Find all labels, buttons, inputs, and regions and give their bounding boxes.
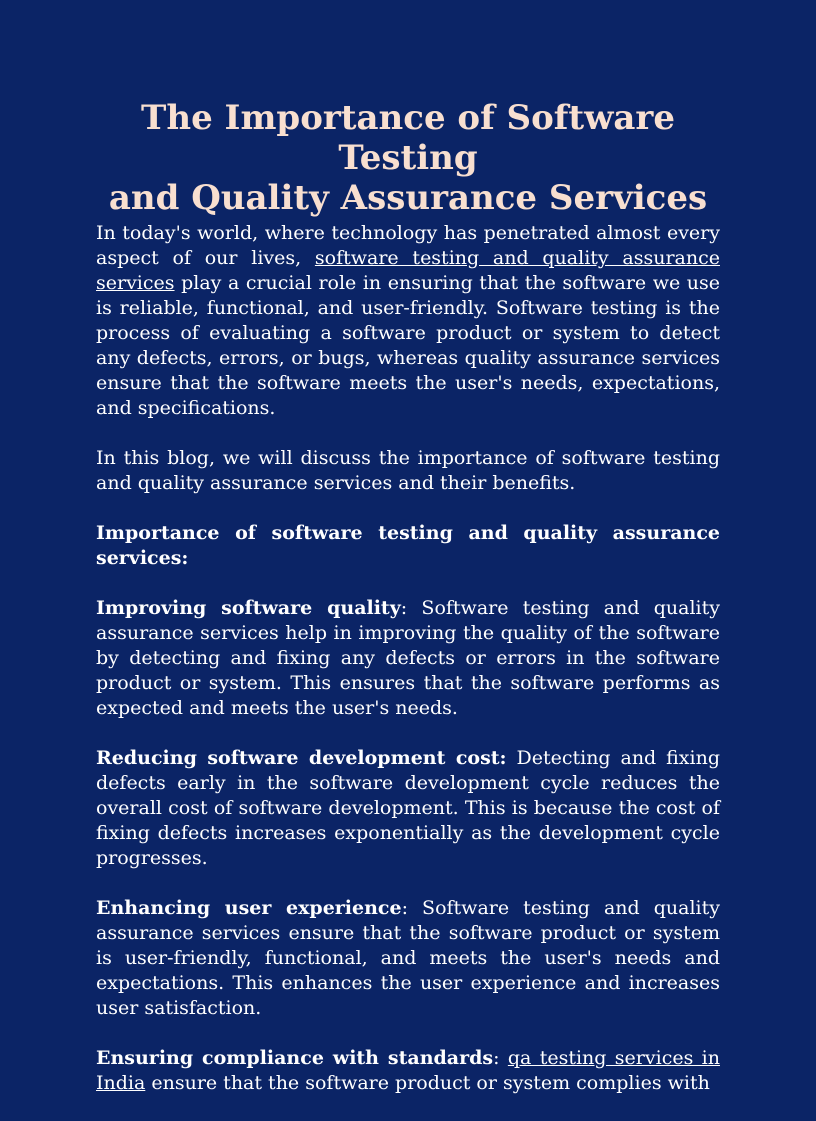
reducing-cost-label: Reducing software development cost:	[96, 747, 507, 769]
compliance-label: Ensuring compliance with standards	[96, 1047, 494, 1069]
reducing-cost-paragraph	[96, 746, 720, 871]
reducing-cost-text: Detecting and fixing defects early in the software development cycle reduces the overall cost of software development. This is because the cost of fixing defects increases exponentially as the development cycle progresses.	[96, 747, 720, 869]
software-testing-link[interactable]: software testing and quality assurance services	[96, 247, 720, 294]
page-title	[96, 98, 720, 218]
compliance-paragraph	[96, 1046, 720, 1096]
enhancing-experience-text: : Software testing and quality assurance services ensure that the software product or system is user-friendly, functional, and meets the user's needs and expectations. This enhances the user experience and increases user satisfaction.	[96, 897, 720, 1019]
improving-quality-paragraph	[96, 596, 720, 721]
compliance-separator: :	[493, 1047, 508, 1069]
intro-text-after-link: play a crucial role in ensuring that the software we use is reliable, functional, and user-friendly. Software testing is the process of evaluating a software product or system to detect any defects, errors, or bugs, whereas quality assurance services ensure that the software meets the user's needs, expectations, and specifications.	[96, 272, 720, 419]
improving-quality-text: : Software testing and quality assurance services help in improving the quality of the software by detecting and fixing any defects or errors in the software product or system. This ensures that the software performs as expected and meets the user's needs.	[96, 597, 720, 719]
qa-testing-india-link[interactable]: qa testing services in India	[96, 1047, 720, 1094]
blog-paragraph: In this blog, we will discuss the importance of software testing and quality assurance services and their benefits.	[96, 447, 720, 494]
enhancing-experience-paragraph	[96, 896, 720, 1021]
improving-quality-label: Improving software quality	[96, 597, 401, 619]
section-heading	[96, 521, 720, 571]
title-line-2: and Quality Assurance Services	[108, 178, 708, 218]
importance-heading: Importance of software testing and quality assurance services:	[96, 522, 720, 569]
title-line-1: The Importance of Software Testing	[141, 98, 675, 178]
enhancing-experience-label: Enhancing user experience	[96, 897, 402, 919]
article-body	[96, 221, 720, 1121]
intro-paragraph	[96, 221, 720, 421]
intro-text-before-link: In today's world, where technology has penetrated almost every aspect of our lives,	[96, 222, 720, 269]
compliance-text: ensure that the software product or system complies with	[145, 1072, 710, 1094]
